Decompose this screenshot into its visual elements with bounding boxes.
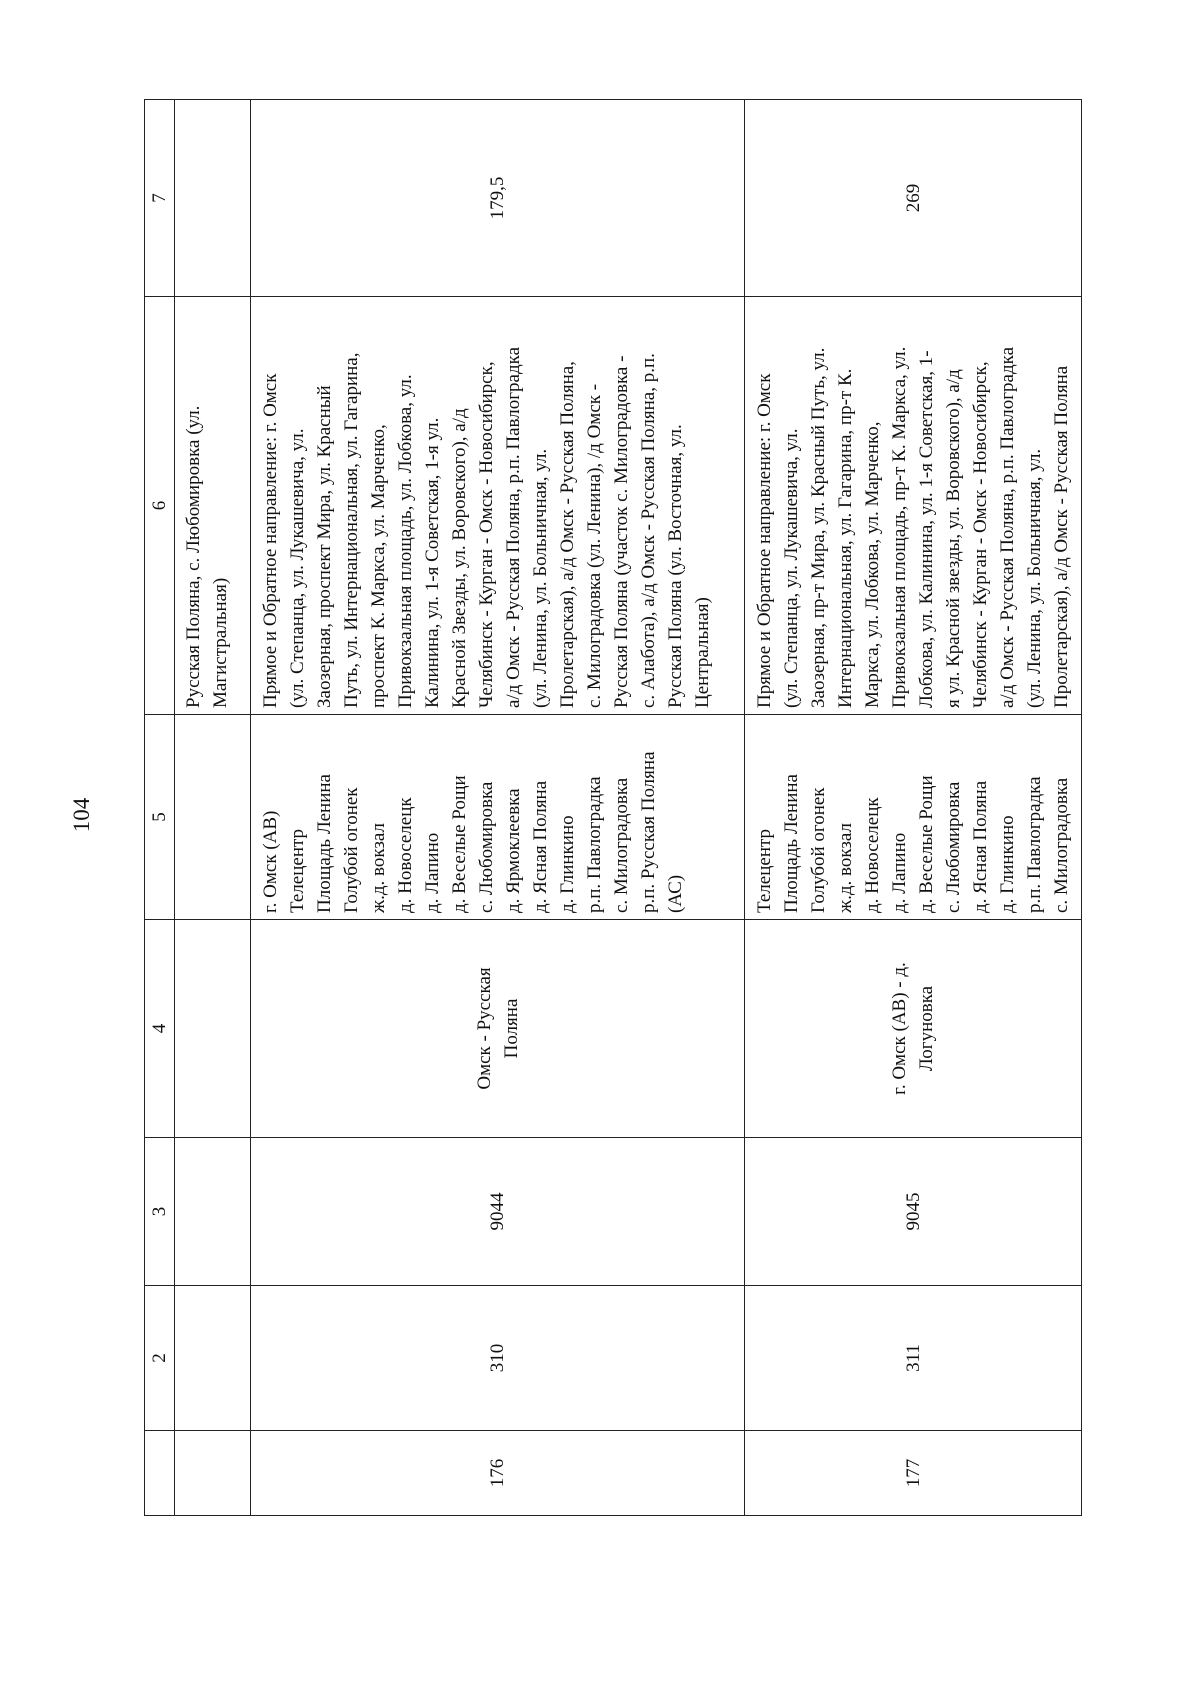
cont-cell-2: [175, 1286, 251, 1431]
route-line: Привокзальная площадь, пр-т К. Маркса, ул.: [889, 346, 910, 708]
route-line: я ул. Красной звезды, ул. Воровского), а/д: [943, 369, 964, 708]
cont-route-line: Магистральная): [210, 577, 231, 708]
stop-item: р.п. Павлоградка: [584, 776, 605, 913]
cont-cell-5: [175, 715, 251, 920]
route-length: 179,5: [251, 100, 745, 297]
stop-item: р.п. Павлоградка: [1024, 776, 1045, 913]
registration-number: 9045: [745, 1138, 1082, 1286]
route-table-wrapper: [144, 100, 1072, 1516]
route-line: с. Алабота), а/д Омск - Русская Поляна, р.п.: [638, 353, 659, 708]
stop-item: Площадь Ленина: [314, 774, 335, 913]
rotated-table-area: [144, 100, 1072, 1516]
route-line: а/д Омск - Русская Поляна, р.п. Павлоградка: [503, 347, 524, 708]
route-line: Калинина, ул. 1-я Советская, 1-я ул.: [422, 417, 443, 708]
stop-item: д. Ярмоклеевка: [503, 788, 524, 913]
route-name: [745, 920, 1082, 1138]
route-line: Заозерная, проспект Мира, ул. Красный: [314, 385, 335, 708]
route-name-line: Поляна: [500, 998, 522, 1059]
route-line: Пролетарская), а/д Омск - Русская Поляна: [1051, 365, 1072, 708]
stop-item: Телецентр: [287, 828, 308, 913]
stop-item: д. Новоселецк: [862, 797, 883, 913]
page-number: 104: [69, 797, 94, 833]
route-description: [745, 297, 1082, 715]
route-line: с. Милоградовка (ул. Ленина), /д Омск -: [584, 383, 605, 708]
route-line: (ул. Степанца, ул. Лукашевича, ул.: [781, 428, 802, 708]
route-line: Лобкова, ул. Калинина, ул. 1-я Советская, 1-: [916, 350, 937, 708]
stop-item: Телецентр: [754, 828, 775, 913]
header-row: [145, 100, 175, 1516]
header-col-1: [145, 1431, 175, 1516]
route-line: (ул. Степанца, ул. Лукашевича, ул.: [287, 428, 308, 708]
row-number: 177: [745, 1431, 1082, 1516]
route-line: Челябинск - Курган - Омск - Новосибирск,: [970, 361, 991, 708]
route-name-line: Омск - Русская: [473, 967, 495, 1090]
stop-item: д. Ясная Поляна: [530, 780, 551, 913]
stop-item: с. Милоградовка: [611, 777, 632, 913]
route-length: 269: [745, 100, 1082, 297]
stop-item: д. Веселые Рощи: [449, 775, 470, 913]
stop-item: Площадь Ленина: [781, 774, 802, 913]
registration-number: 9044: [251, 1138, 745, 1286]
header-col-7: 7: [145, 100, 175, 297]
header-col-5: 5: [145, 715, 175, 920]
stop-item: д. Лапино: [889, 832, 910, 913]
route-line: Русская Поляна (участок с. Милоградовка -: [611, 355, 632, 708]
route-line: Прямое и Обратное направление: г. Омск: [260, 373, 281, 708]
stop-item: д. Ясная Поляна: [970, 780, 991, 913]
row-number: 176: [251, 1431, 745, 1516]
cont-cell-3: [175, 1138, 251, 1286]
route-line: Центральная): [692, 597, 713, 708]
stops-list: [745, 715, 1082, 920]
cont-cell-1: [175, 1431, 251, 1516]
route-line: Челябинск - Курган - Омск - Новосибирск,: [476, 361, 497, 708]
stop-item: д. Лапино: [422, 832, 443, 913]
route-name-line: г. Омск (АВ) - д.: [889, 962, 910, 1095]
stop-item: Голубой огонек: [341, 787, 362, 913]
stop-item: с. Любомировка: [476, 781, 497, 913]
table-row: [745, 100, 1082, 1516]
stop-item: ж.д. вокзал: [835, 823, 856, 913]
stop-item: д. Глинкино: [557, 815, 578, 913]
cont-cell-4: [175, 920, 251, 1138]
route-line: проспект К. Маркса, ул. Марченко,: [368, 424, 389, 708]
stop-item: г. Омск (АВ): [260, 810, 281, 913]
route-line: Путь, ул. Интернациональная, ул. Гагарина,: [341, 352, 362, 708]
route-line: Прямое и Обратное направление: г. Омск: [754, 373, 775, 708]
header-col-2: 2: [145, 1286, 175, 1431]
route-line: Красной Звезды, ул. Воровского), а/д: [449, 408, 470, 708]
route-line: а/д Омск - Русская Поляна, р.п. Павлоградка: [997, 347, 1018, 708]
stop-item: д. Новоселецк: [395, 797, 416, 913]
route-name: [251, 920, 745, 1138]
route-number: 311: [745, 1286, 1082, 1431]
stop-item: с. Милоградовка: [1051, 777, 1072, 913]
cont-route-text: [175, 297, 251, 715]
route-line: Заозерная, пр-т Мира, ул. Красный Путь, ул.: [808, 347, 829, 708]
route-number: 310: [251, 1286, 745, 1431]
stops-list: [251, 715, 745, 920]
route-line: Русская Поляна (ул. Восточная, ул.: [665, 424, 686, 708]
route-line: (ул. Ленина, ул. Больничная, ул.: [1024, 448, 1045, 708]
table-row: [251, 100, 745, 1516]
stop-item: д. Веселые Рощи: [916, 775, 937, 913]
stop-item: Голубой огонек: [808, 787, 829, 913]
stop-item: ж.д. вокзал: [368, 823, 389, 913]
stop-item: с. Любомировка: [943, 781, 964, 913]
route-line: Привокзальная площадь, ул. Лобкова, ул.: [395, 374, 416, 708]
route-line: Пролетарская), а/д Омск - Русская Поляна,: [557, 361, 578, 708]
header-col-6: 6: [145, 297, 175, 715]
header-col-3: 3: [145, 1138, 175, 1286]
route-description: [251, 297, 745, 715]
continuation-row: [175, 100, 251, 1516]
route-line: (ул. Ленина, ул. Больничная, ул.: [530, 448, 551, 708]
route-name-line: Логуновка: [916, 985, 937, 1072]
route-line: Интернациональная, ул. Гагарина, пр-т К.: [835, 368, 856, 708]
header-col-4: 4: [145, 920, 175, 1138]
stop-item: (АС): [665, 874, 686, 913]
cont-route-line: Русская Поляна, с. Любомировка (ул.: [183, 405, 204, 708]
stop-item: д. Глинкино: [997, 815, 1018, 913]
stop-item: р.п. Русская Поляна: [638, 751, 659, 913]
route-table: [144, 99, 1082, 1516]
route-line: Маркса, ул. Лобкова, ул. Марченко,: [862, 421, 883, 708]
cont-cell-7: [175, 100, 251, 297]
